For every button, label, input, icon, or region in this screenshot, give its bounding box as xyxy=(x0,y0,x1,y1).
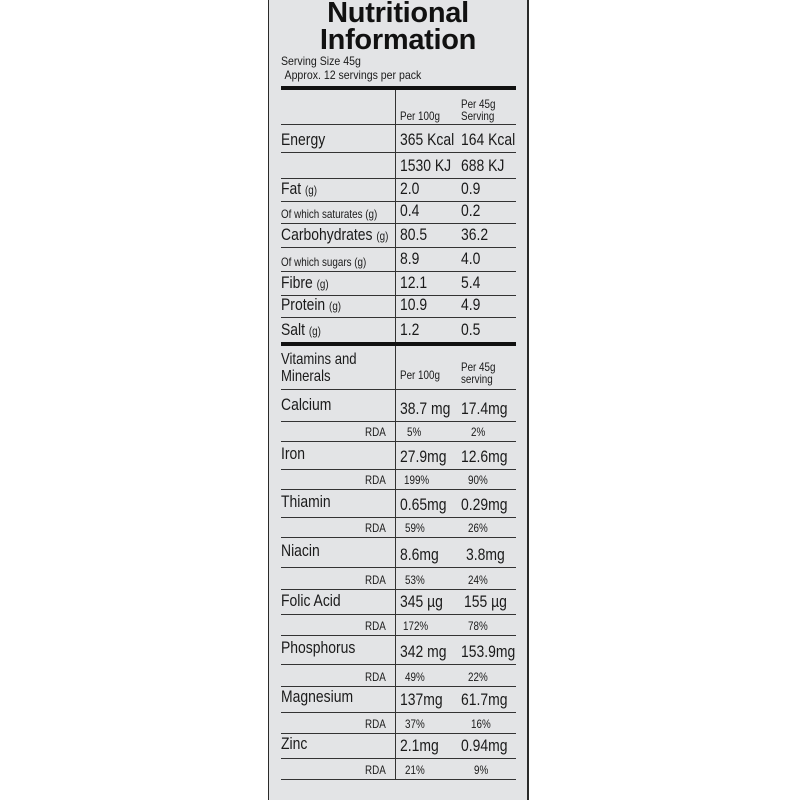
rda-per-100g: 172% xyxy=(403,619,429,633)
rda-per-100g: 199% xyxy=(404,473,430,487)
column-divider xyxy=(395,615,396,636)
column-divider xyxy=(395,518,396,538)
table-row xyxy=(281,272,516,296)
column-divider xyxy=(395,636,396,665)
vitamin-label: Iron xyxy=(281,444,306,463)
column-divider xyxy=(395,318,396,343)
nutrient-label: Fibre (g) xyxy=(281,273,329,292)
column-divider xyxy=(395,665,396,687)
value-per-serving: 36.2 xyxy=(461,225,489,244)
col-per-serving-header: Per 45g serving xyxy=(461,360,496,386)
rda-per-100g: 21% xyxy=(405,763,425,777)
column-divider xyxy=(395,202,396,224)
value-per-serving: 4.0 xyxy=(461,249,481,268)
vitamin-label: Magnesium xyxy=(281,687,354,706)
value-per-100g: 0.4 xyxy=(400,201,420,220)
col-per-serving-header: Per 45g Serving xyxy=(461,97,496,123)
nutrient-label: Of which saturates (g) xyxy=(281,207,378,221)
value-per-100g: 2.0 xyxy=(400,179,420,198)
value-per-100g: 365 Kcal xyxy=(400,130,455,149)
rda-label: RDA xyxy=(365,521,386,535)
value-per-100g: 8.9 xyxy=(400,249,420,268)
rda-per-serving: 90% xyxy=(468,473,488,487)
nutrient-label: Fat (g) xyxy=(281,179,318,198)
value-per-serving: 153.9mg xyxy=(461,642,516,661)
table-row xyxy=(281,125,516,153)
label-title xyxy=(269,0,527,54)
table-row xyxy=(281,538,516,568)
column-header-row xyxy=(281,90,516,125)
value-per-serving: 688 KJ xyxy=(461,156,505,175)
column-divider xyxy=(395,422,396,442)
rda-per-serving: 2% xyxy=(471,425,486,439)
rda-row xyxy=(281,518,516,538)
rda-label: RDA xyxy=(365,573,386,587)
value-per-serving: 0.29mg xyxy=(461,495,508,514)
table-row xyxy=(281,390,516,422)
column-divider xyxy=(395,734,396,759)
vitamin-rows xyxy=(281,390,516,780)
table-row xyxy=(281,442,516,470)
value-per-100g: 0.65mg xyxy=(400,495,447,514)
table-row xyxy=(281,202,516,224)
value-per-100g: 2.1mg xyxy=(400,736,439,755)
vitamins-minerals-heading: Vitamins and Minerals xyxy=(281,351,357,385)
value-per-serving: 61.7mg xyxy=(461,690,508,709)
table-row xyxy=(281,636,516,665)
table-row xyxy=(281,179,516,202)
column-divider xyxy=(395,272,396,296)
value-per-100g: 345 µg xyxy=(400,592,443,611)
column-divider xyxy=(395,590,396,615)
value-per-100g: 1.2 xyxy=(400,320,420,339)
value-per-100g: 12.1 xyxy=(400,273,428,292)
serving-info xyxy=(281,54,421,82)
vitamins-header-row xyxy=(281,346,516,390)
table-row xyxy=(281,590,516,615)
rda-label: RDA xyxy=(365,425,386,439)
column-divider xyxy=(395,224,396,248)
rda-row xyxy=(281,422,516,442)
rda-per-serving: 26% xyxy=(468,521,488,535)
column-divider xyxy=(395,759,396,780)
column-divider xyxy=(395,90,396,125)
value-per-100g: 342 mg xyxy=(400,642,447,661)
table-row xyxy=(281,248,516,272)
column-divider xyxy=(395,125,396,153)
nutrient-label: Salt (g) xyxy=(281,320,321,339)
rda-per-serving: 16% xyxy=(471,717,491,731)
value-per-serving: 4.9 xyxy=(461,295,481,314)
column-divider xyxy=(395,296,396,318)
value-per-100g: 38.7 mg xyxy=(400,399,451,418)
value-per-serving: 155 µg xyxy=(464,592,507,611)
rda-label: RDA xyxy=(365,717,386,731)
value-per-serving: 3.8mg xyxy=(466,545,505,564)
rda-label: RDA xyxy=(365,619,386,633)
vitamin-label: Zinc xyxy=(281,734,308,753)
value-per-serving: 12.6mg xyxy=(461,447,508,466)
vitamin-label: Phosphorus xyxy=(281,638,356,657)
nutrition-table xyxy=(281,86,516,780)
col-per-100g-header: Per 100g xyxy=(400,109,440,123)
rda-per-100g: 37% xyxy=(405,717,425,731)
column-divider xyxy=(395,390,396,422)
table-row xyxy=(281,490,516,518)
column-divider xyxy=(395,153,396,179)
nutrient-label: Carbohydrates (g) xyxy=(281,225,389,244)
value-per-100g: 10.9 xyxy=(400,295,428,314)
table-row xyxy=(281,224,516,248)
value-per-serving: 17.4mg xyxy=(461,399,508,418)
rda-row xyxy=(281,665,516,687)
table-row xyxy=(281,296,516,318)
value-per-100g: 8.6mg xyxy=(400,545,439,564)
rda-per-100g: 5% xyxy=(407,425,422,439)
nutrient-label: Protein (g) xyxy=(281,295,342,314)
value-per-serving: 0.5 xyxy=(461,320,481,339)
table-row xyxy=(281,687,516,713)
rda-row xyxy=(281,615,516,636)
value-per-serving: 0.94mg xyxy=(461,736,508,755)
rda-row xyxy=(281,568,516,590)
column-divider xyxy=(395,346,396,390)
rda-label: RDA xyxy=(365,670,386,684)
rda-per-serving: 78% xyxy=(468,619,488,633)
vitamin-label: Calcium xyxy=(281,395,332,414)
serving-size: Serving Size 45g xyxy=(281,54,361,68)
servings-per-pack: Approx. 12 servings per pack xyxy=(284,68,422,82)
rda-per-100g: 59% xyxy=(405,521,425,535)
rda-per-serving: 24% xyxy=(468,573,488,587)
value-per-serving: 0.9 xyxy=(461,179,481,198)
nutrient-label: Of which sugars (g) xyxy=(281,255,367,269)
rda-label: RDA xyxy=(365,763,386,777)
title-line-1: Nutritional xyxy=(327,0,469,29)
value-per-serving: 5.4 xyxy=(461,273,481,292)
nutrient-label: Energy xyxy=(281,130,326,149)
table-row xyxy=(281,153,516,179)
value-per-100g: 80.5 xyxy=(400,225,428,244)
rda-per-100g: 49% xyxy=(405,670,425,684)
column-divider xyxy=(395,470,396,490)
column-divider xyxy=(395,490,396,518)
rda-per-100g: 53% xyxy=(405,573,425,587)
vitamin-label: Niacin xyxy=(281,541,320,560)
value-per-serving: 0.2 xyxy=(461,201,481,220)
column-divider xyxy=(395,442,396,470)
column-divider xyxy=(395,687,396,713)
column-divider xyxy=(395,568,396,590)
rda-per-serving: 22% xyxy=(468,670,488,684)
value-per-100g: 137mg xyxy=(400,690,443,709)
vitamin-label: Thiamin xyxy=(281,492,331,511)
rda-label: RDA xyxy=(365,473,386,487)
vitamin-label: Folic Acid xyxy=(281,591,341,610)
column-divider xyxy=(395,713,396,734)
table-row xyxy=(281,318,516,342)
value-per-100g: 1530 KJ xyxy=(400,156,452,175)
value-per-100g: 27.9mg xyxy=(400,447,447,466)
column-divider xyxy=(395,538,396,568)
nutrition-label-panel xyxy=(268,0,529,800)
col-per-100g-header: Per 100g xyxy=(400,368,440,382)
value-per-serving: 164 Kcal xyxy=(461,130,516,149)
table-row xyxy=(281,734,516,759)
rda-row xyxy=(281,470,516,490)
column-divider xyxy=(395,179,396,202)
title-line-2: Information xyxy=(319,24,477,56)
rda-row xyxy=(281,713,516,734)
rda-per-serving: 9% xyxy=(474,763,489,777)
column-divider xyxy=(395,248,396,272)
rda-row xyxy=(281,759,516,780)
